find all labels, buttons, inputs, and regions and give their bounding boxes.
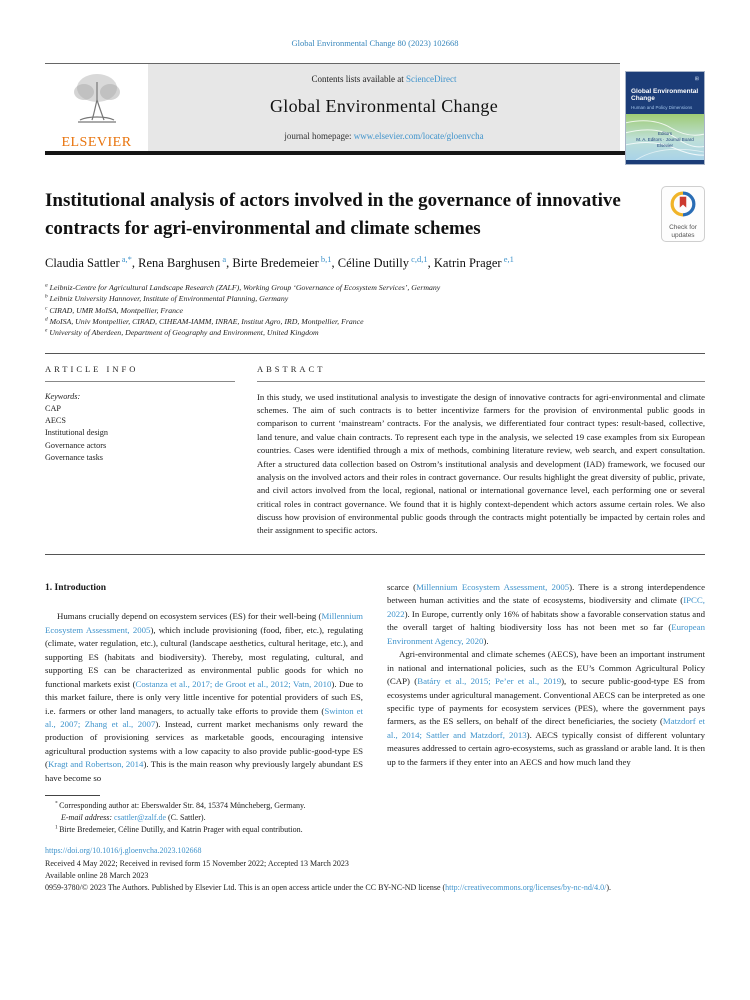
affiliation-sup: e <box>45 327 48 334</box>
inline-link[interactable]: Kragt and Robertson, 2014 <box>47 759 144 770</box>
copyright-line <box>45 882 705 894</box>
article-info-header: ARTICLE INFO <box>45 364 235 382</box>
inline-link[interactable]: a <box>220 253 227 264</box>
body-paragraph <box>387 581 705 648</box>
elsevier-logo[interactable] <box>45 64 148 151</box>
text-segment: 0959-3780/© 2023 The Authors. Published by Elsevier Ltd. This is an open access article under the CC BY-NC-ND license ( <box>45 883 446 893</box>
elsevier-tree-icon <box>68 70 126 133</box>
keyword-item: Governance actors <box>45 440 107 450</box>
inline-link[interactable]: Swinton et al., 2007; Zhang et al., 2007 <box>45 705 363 730</box>
text-segment: ). <box>483 635 489 646</box>
keyword-item: Governance tasks <box>45 453 103 463</box>
text-segment: (C. Sattler). <box>166 813 206 823</box>
affiliation-item <box>45 327 705 338</box>
cover-editor-lines: Editors M. A. Editors · Journal Board Elsevier <box>636 131 694 148</box>
body-paragraph <box>387 648 705 769</box>
text-segment: ). In Europe, currently only 16% of habitats show a favorable conservation status and the overall target of halting biodiversity loss has not been met so far ( <box>387 608 705 633</box>
body-right-column <box>387 581 705 785</box>
text-segment: E-mail address: <box>61 813 115 823</box>
banner-divider-bar <box>45 151 705 155</box>
text-segment: 1 <box>55 824 60 831</box>
contents-prefix: Contents lists available at <box>311 74 406 84</box>
text-segment: ), which include provisioning (food, fiber, etc.), regulating (climate, water regulation, etc.), cultural (landscape aesthetics, cultural heritage, etc.), and supporting ES (habitats and biodiversity). Thereby, most regulating, cultural, and supporting ES can be characterized as environmental public goods for which no functional markets exist ( <box>45 624 364 689</box>
affiliation-item <box>45 316 705 327</box>
keyword-item: AECS <box>45 416 66 426</box>
crossmark-icon <box>670 191 696 222</box>
cover-header <box>626 72 704 114</box>
cover-bottom-strip <box>626 160 704 165</box>
affiliation-sup: a <box>45 282 48 289</box>
text-segment: ). Instead, current market mechanisms only reward the production of provisioning services as marketable goods, encouraging intensive agricultural production systems with a low capacity to also provide public-good-type ES ( <box>45 719 364 770</box>
text-segment: ). This is the main reason why previously largely abundant ES have become so <box>45 759 364 783</box>
inline-link[interactable]: b,1 <box>318 253 332 264</box>
homepage-prefix: journal homepage: <box>284 131 354 141</box>
affiliation-text: University of Aberdeen, Department of Geography and Environment, United Kingdom <box>49 328 319 338</box>
affiliation-text: CIRAD, UMR MoISA, Montpellier, France <box>49 305 183 315</box>
homepage-line <box>156 131 612 141</box>
body-left-column <box>45 581 363 785</box>
text-segment: Birte Bredemeier, Céline Dutilly, and Katrin Prager with equal contribution. <box>59 825 303 835</box>
affiliation-item <box>45 305 705 316</box>
doi-link[interactable]: https://doi.org/10.1016/j.gloenvcha.2023.102668 <box>45 846 202 856</box>
keywords-label: Keywords: <box>45 391 81 401</box>
inline-link[interactable]: a,* <box>119 253 132 264</box>
author-line <box>45 253 705 271</box>
inline-link[interactable]: IPCC, 2022 <box>387 595 705 619</box>
sciencedirect-link[interactable]: ScienceDirect <box>406 74 457 84</box>
banner-center <box>148 64 620 151</box>
inline-link[interactable]: csattler@zalf.de <box>114 813 167 823</box>
affiliation-sup: c <box>45 305 48 312</box>
text-segment: ). <box>606 883 611 893</box>
publication-metadata <box>45 845 705 894</box>
section-heading-introduction: 1. Introduction <box>45 582 107 593</box>
journal-homepage-link[interactable]: www.elsevier.com/locate/gloenvcha <box>353 131 484 141</box>
text-segment: , Rena Barghusen <box>131 256 221 271</box>
body-paragraph <box>45 610 363 785</box>
text-segment: ). There is a strong interdependence between human activities and the state of ecosystems, biodiversity and climate ( <box>387 581 705 606</box>
badge-label-line1: Check for <box>669 224 697 231</box>
keyword-item: CAP <box>45 403 61 413</box>
journal-banner <box>45 63 620 151</box>
text-segment: Agri-environmental and climate schemes (AECS), have been an important instrument in national and international policies, such as the EU’s Common Agricultural Policy (CAP) ( <box>387 649 705 687</box>
text-segment: , Céline Dutilly <box>331 256 409 271</box>
inline-link[interactable]: http://creativecommons.org/licenses/by-nc-nd/4.0/ <box>445 883 607 893</box>
inline-link[interactable]: Batáry et al., 2015; Pe’er et al., 2019 <box>417 676 562 687</box>
available-online: Available online 28 March 2023 <box>45 871 149 881</box>
affiliations-list <box>45 282 705 338</box>
text-segment: ). Due to this market failure, there is only very little incentive for potential providers of such ES, i.e. farmers or other land managers, to actually take efforts to provide them ( <box>45 678 363 716</box>
inline-link[interactable]: Matzdorf et al., 2014; Sattler and Matzdorf, 2013 <box>387 716 705 740</box>
received-dates: Received 4 May 2022; Received in revised form 15 November 2022; Accepted 13 March 2023 <box>45 859 349 869</box>
affiliation-sup: b <box>45 293 48 300</box>
corresponding-author-note <box>45 800 705 812</box>
check-for-updates-badge[interactable] <box>661 186 705 242</box>
text-segment: * <box>55 800 60 807</box>
abstract-column <box>235 364 705 538</box>
info-abstract-section <box>45 353 705 555</box>
affiliation-text: Leibniz-Centre for Agricultural Landscape Research (ZALF), Working Group ‘Governance of Ecosystem Services’, Germany <box>49 283 441 293</box>
text-segment: , Birte Bredemeier <box>226 256 319 271</box>
badge-label-line2: updates <box>671 232 695 240</box>
cover-title: Global Environmental Change <box>631 88 699 103</box>
affiliation-sup: d <box>45 316 48 323</box>
inline-link[interactable]: Millennium Ecosystem Assessment, 2005 <box>45 611 363 635</box>
equal-contribution-note <box>45 824 705 836</box>
inline-link[interactable]: European Environment Agency, 2020 <box>387 622 705 646</box>
text-segment: ). AECS typically consist of different voluntary measures addressed to certain agro-ecosystems, such as grassland or arable land. It is then up to the farmers if they enter into an AECS and how much land they <box>387 729 705 767</box>
footnote-block <box>45 795 705 836</box>
inline-link[interactable]: Costanza et al., 2017; de Groot et al., 2012; Vatn, 2010 <box>135 678 332 689</box>
cover-subtitle: Human and Policy Dimensions <box>631 104 693 110</box>
cover-artwork <box>626 114 704 160</box>
inline-link[interactable]: e,1 <box>501 253 514 264</box>
text-segment: , Katrin Prager <box>427 256 502 271</box>
journal-cover-thumbnail[interactable] <box>625 71 705 165</box>
text-segment: scarce ( <box>387 581 417 592</box>
text-segment: ), to secure public-good-type ES from ecosystems under agricultural management. Conventional AECS can be interpreted as one specific type of payments for ecosystem services (PES), where the government pays farmers, as the ES sellers, on behalf of the direct beneficiaries, the society ( <box>387 676 705 727</box>
elsevier-wordmark: ELSEVIER <box>61 135 132 150</box>
article-title: Institutional analysis of actors involved in the governance of innovative contracts for agri-environmental and climate schemes <box>45 190 621 239</box>
journal-reference: Global Environmental Change 80 (2023) 102668 <box>291 38 459 48</box>
text-segment: Claudia Sattler <box>45 256 120 271</box>
affiliation-text: MoISA, Univ Montpellier, CIRAD, CIHEAM-IAMM, INRAE, Institut Agro, IRD, Montpellier, France <box>49 316 364 326</box>
affiliation-item <box>45 293 705 304</box>
contents-line <box>156 74 612 84</box>
cover-corner-mark: ⊞ <box>694 77 699 82</box>
abstract-text: In this study, we used institutional analysis to investigate the design of innovative contracts for agri-environmental and climate schemes. The aim of such contracts is to better incentivize farmers for the provision of environmental public goods in comparison to current ‘mainstream’ contracts. For the analysis, we differentiated four contract types: result-based, collective, land tenure, and value chain contracts. To represent each type in the analysis, we selected 19 case examples from six European countries. Cases were identified through a mix of methods, combining literature review, web search, and expert consultation. After a structured data collection based on Ostrom’s institutional analysis and development (IAD) framework, we focused our analysis on the involved actors and their roles in contract governance. Our results highlight the great diversity of public, private, and civil actors involved from the local, regional, national or international governance level, each performing one or several critical roles in contract governance. We found that it is highly context-dependent which actors assume certain roles. We also discuss how provision of environmental public goods through the contracts might potentially be impacted by certain roles and their assignment to specific actors. <box>257 391 705 536</box>
affiliation-text: Leibniz University Hannover, Institute of Environmental Planning, Germany <box>49 294 289 304</box>
banner-journal-title: Global Environmental Change <box>269 96 499 116</box>
email-note <box>45 812 705 824</box>
keyword-item: Institutional design <box>45 428 108 438</box>
footnote-rule <box>45 795 100 796</box>
article-info-column <box>45 364 235 538</box>
text-segment: Corresponding author at: Eberswalder Str. 84, 15374 Müncheberg, Germany. <box>59 801 306 811</box>
keywords-block <box>45 391 235 465</box>
abstract-header: ABSTRACT <box>257 364 705 382</box>
text-segment: Humans crucially depend on ecosystem services (ES) for their well-being ( <box>57 611 322 622</box>
badge-label <box>669 224 697 240</box>
affiliation-item <box>45 282 705 293</box>
inline-link[interactable]: c,d,1 <box>408 253 428 264</box>
inline-link[interactable]: Millennium Ecosystem Assessment, 2005 <box>416 581 570 592</box>
main-body <box>45 581 705 785</box>
